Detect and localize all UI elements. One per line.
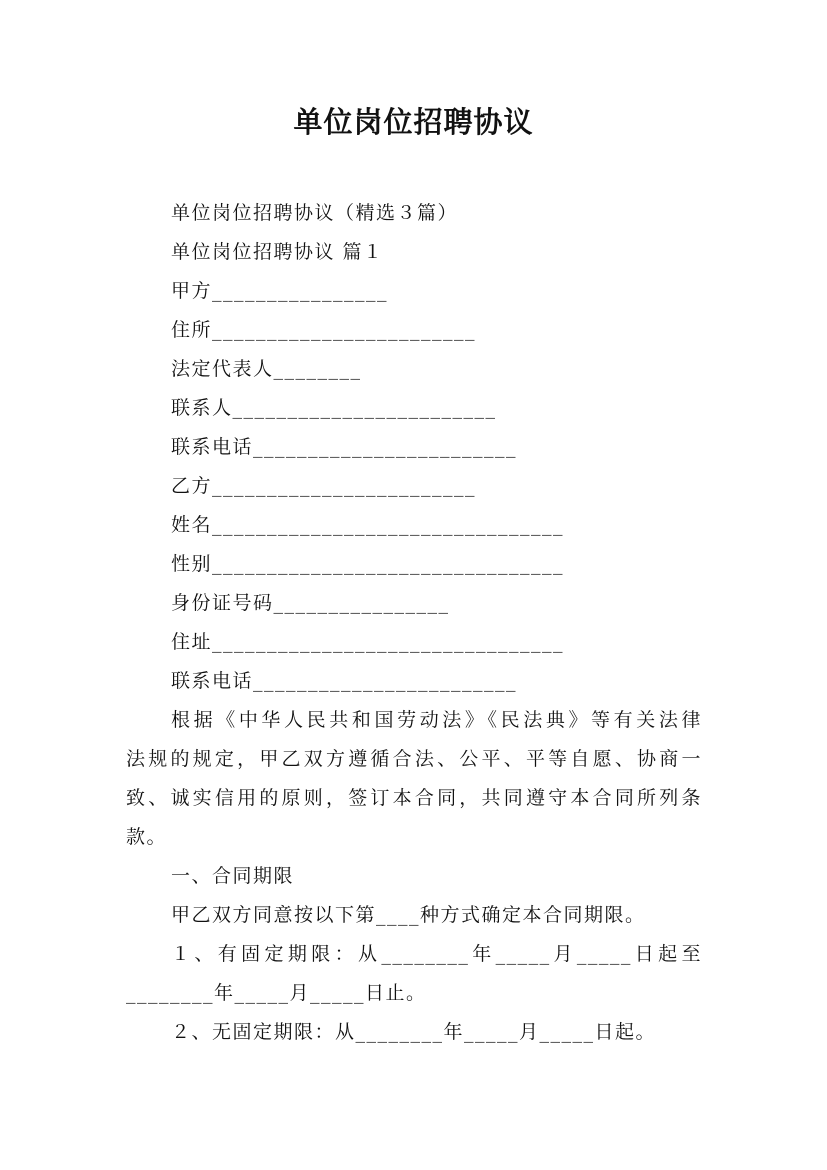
section-heading: 单位岗位招聘协议 篇１: [171, 241, 384, 263]
party-a-field: 甲方________________: [171, 280, 389, 302]
address-field: 住所________________________: [171, 319, 477, 341]
clause-1-heading: 一、合同期限: [171, 865, 295, 887]
preamble-line-2: 法规的规定，甲乙双方遵循合法、公平、平等自愿、协商一: [126, 748, 702, 770]
contact-person-field: 联系人________________________: [171, 397, 497, 419]
clause-1-unfixed: ２、无固定期限：从________年_____月_____日起。: [171, 1021, 657, 1043]
party-b-field: 乙方________________________: [171, 475, 477, 497]
id-number-field: 身份证号码________________: [171, 592, 450, 614]
document-title: 单位岗位招聘协议: [293, 105, 534, 139]
name-field: 姓名________________________________: [171, 514, 565, 536]
residence-field: 住址________________________________: [171, 631, 565, 653]
document-subtitle: 单位岗位招聘协议（精选３篇）: [171, 202, 459, 224]
preamble-line-3: 致、诚实信用的原则，签订本合同，共同遵守本合同所列条: [126, 787, 702, 809]
clause-1-intro: 甲乙双方同意按以下第____种方式确定本合同期限。: [171, 904, 646, 926]
gender-field: 性别________________________________: [171, 553, 565, 575]
preamble-line-4: 款。: [126, 826, 168, 848]
contact-phone-a-field: 联系电话________________________: [171, 436, 518, 458]
contact-phone-b-field: 联系电话________________________: [171, 670, 518, 692]
preamble-line-1: 根据《中华人民共和国劳动法》《民法典》等有关法律: [171, 709, 702, 731]
legal-rep-field: 法定代表人________: [171, 358, 362, 380]
clause-1-fixed-line-2: ________年_____月_____日止。: [126, 982, 427, 1004]
clause-1-fixed-line-1: １、有固定期限：从________年_____月_____日起至: [171, 943, 702, 965]
